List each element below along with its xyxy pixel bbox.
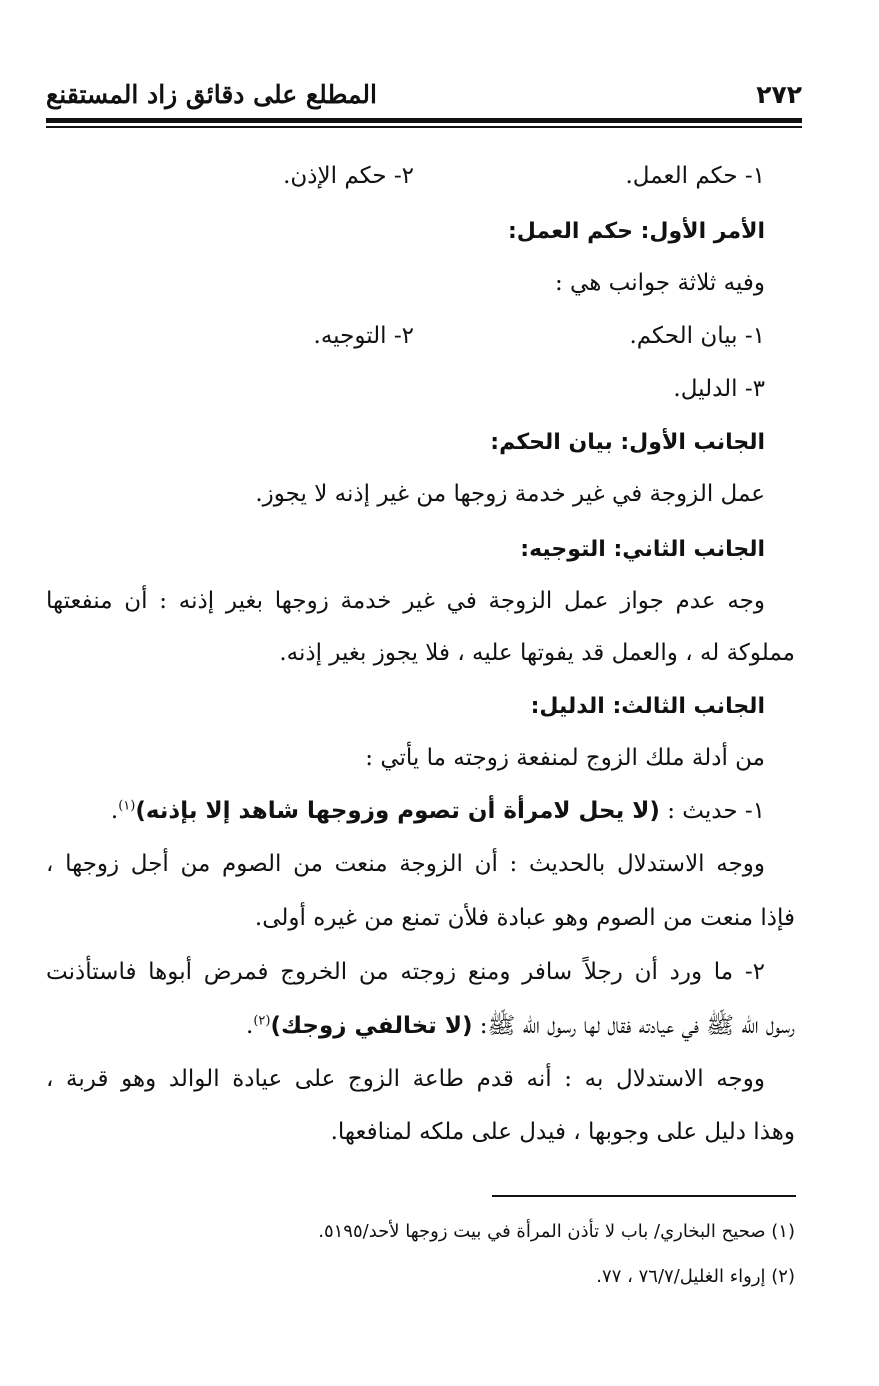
list-item-permission-ruling: ٢- حكم الإذن. [283, 163, 414, 189]
justification-line-1: وجه عدم جواز عمل الزوجة في غير خدمة زوجها بغير إذنه : أن منفعتها [46, 588, 765, 614]
evidence-intro: من أدلة ملك الزوج لمنفعة زوجته ما يأتي : [365, 745, 765, 771]
ruling-paragraph: عمل الزوجة في غير خدمة زوجها من غير إذنه لا يجوز. [255, 481, 765, 507]
header-rule-thick [46, 118, 802, 123]
narration-two-line-2 [246, 1013, 795, 1041]
narration-two-end: . [246, 1013, 254, 1039]
list-item-work-ruling: ١- حكم العمل. [625, 163, 765, 189]
page-number: ٢٧٢ [756, 80, 802, 109]
header-rule-thin [46, 126, 802, 128]
page-header [46, 78, 802, 112]
inference-two-line-2: وهذا دليل على وجوبها ، فيدل على ملكه لمنافعها. [330, 1119, 795, 1145]
narration-two-quote: (لا تخالفي زوجك) [270, 1013, 473, 1039]
narration-two-prefix: رسول الله ﷺ في عيادته فقال لها رسول الله ﷺ: [472, 1013, 795, 1039]
book-title: المطلع على دقائق زاد المستقنع [46, 80, 377, 109]
narration-two-line-1: ٢- ما ورد أن رجلاً سافر ومنع زوجته من الخروج فمرض أبوها فاستأذنت [46, 959, 765, 985]
justification-line-2: مملوكة له ، والعمل قد يفوتها عليه ، فلا يجوز بغير إذنه. [279, 640, 795, 666]
hadith-one-quote: (لا يحل لامرأة أن تصوم وزوجها شاهد إلا بإذنه) [135, 798, 660, 824]
footnote-2: (٢) إرواء الغليل/٧٦/٧ ، ٧٧. [596, 1266, 795, 1287]
hadith-one [111, 798, 765, 826]
hadith-one-prefix: ١- حديث : [659, 798, 765, 824]
list-item-evidence: ٣- الدليل. [673, 376, 765, 402]
section-heading-first-matter: الأمر الأول: حكم العمل: [508, 219, 765, 244]
intro-aspects: وفيه ثلاثة جوانب هي : [555, 270, 765, 296]
section-heading-aspect-one: الجانب الأول: بيان الحكم: [490, 430, 765, 455]
hadith-one-end: . [110, 798, 119, 824]
section-heading-aspect-two: الجانب الثاني: التوجيه: [520, 537, 765, 562]
list-item-ruling-statement: ١- بيان الحكم. [629, 323, 765, 349]
footnote-1: (١) صحيح البخاري/ باب لا تأذن المرأة في بيت زوجها لأحد/٥١٩٥. [318, 1221, 795, 1242]
inference-one-line-2: فإذا منعت من الصوم وهو عبادة فلأن تمنع من غيره أولى. [254, 905, 795, 931]
inference-two-line-1: ووجه الاستدلال به : أنه قدم طاعة الزوج على عيادة الوالد وهو قربة ، [46, 1066, 765, 1092]
footnote-ref-2[interactable]: (٢) [253, 1013, 271, 1029]
section-heading-aspect-three: الجانب الثالث: الدليل: [530, 694, 765, 719]
inference-one-line-1: ووجه الاستدلال بالحديث : أن الزوجة منعت من الصوم من أجل زوجها ، [46, 851, 765, 877]
footnote-divider [492, 1195, 796, 1197]
list-item-justification: ٢- التوجيه. [313, 323, 414, 349]
footnote-ref-1[interactable]: (١) [118, 798, 136, 814]
